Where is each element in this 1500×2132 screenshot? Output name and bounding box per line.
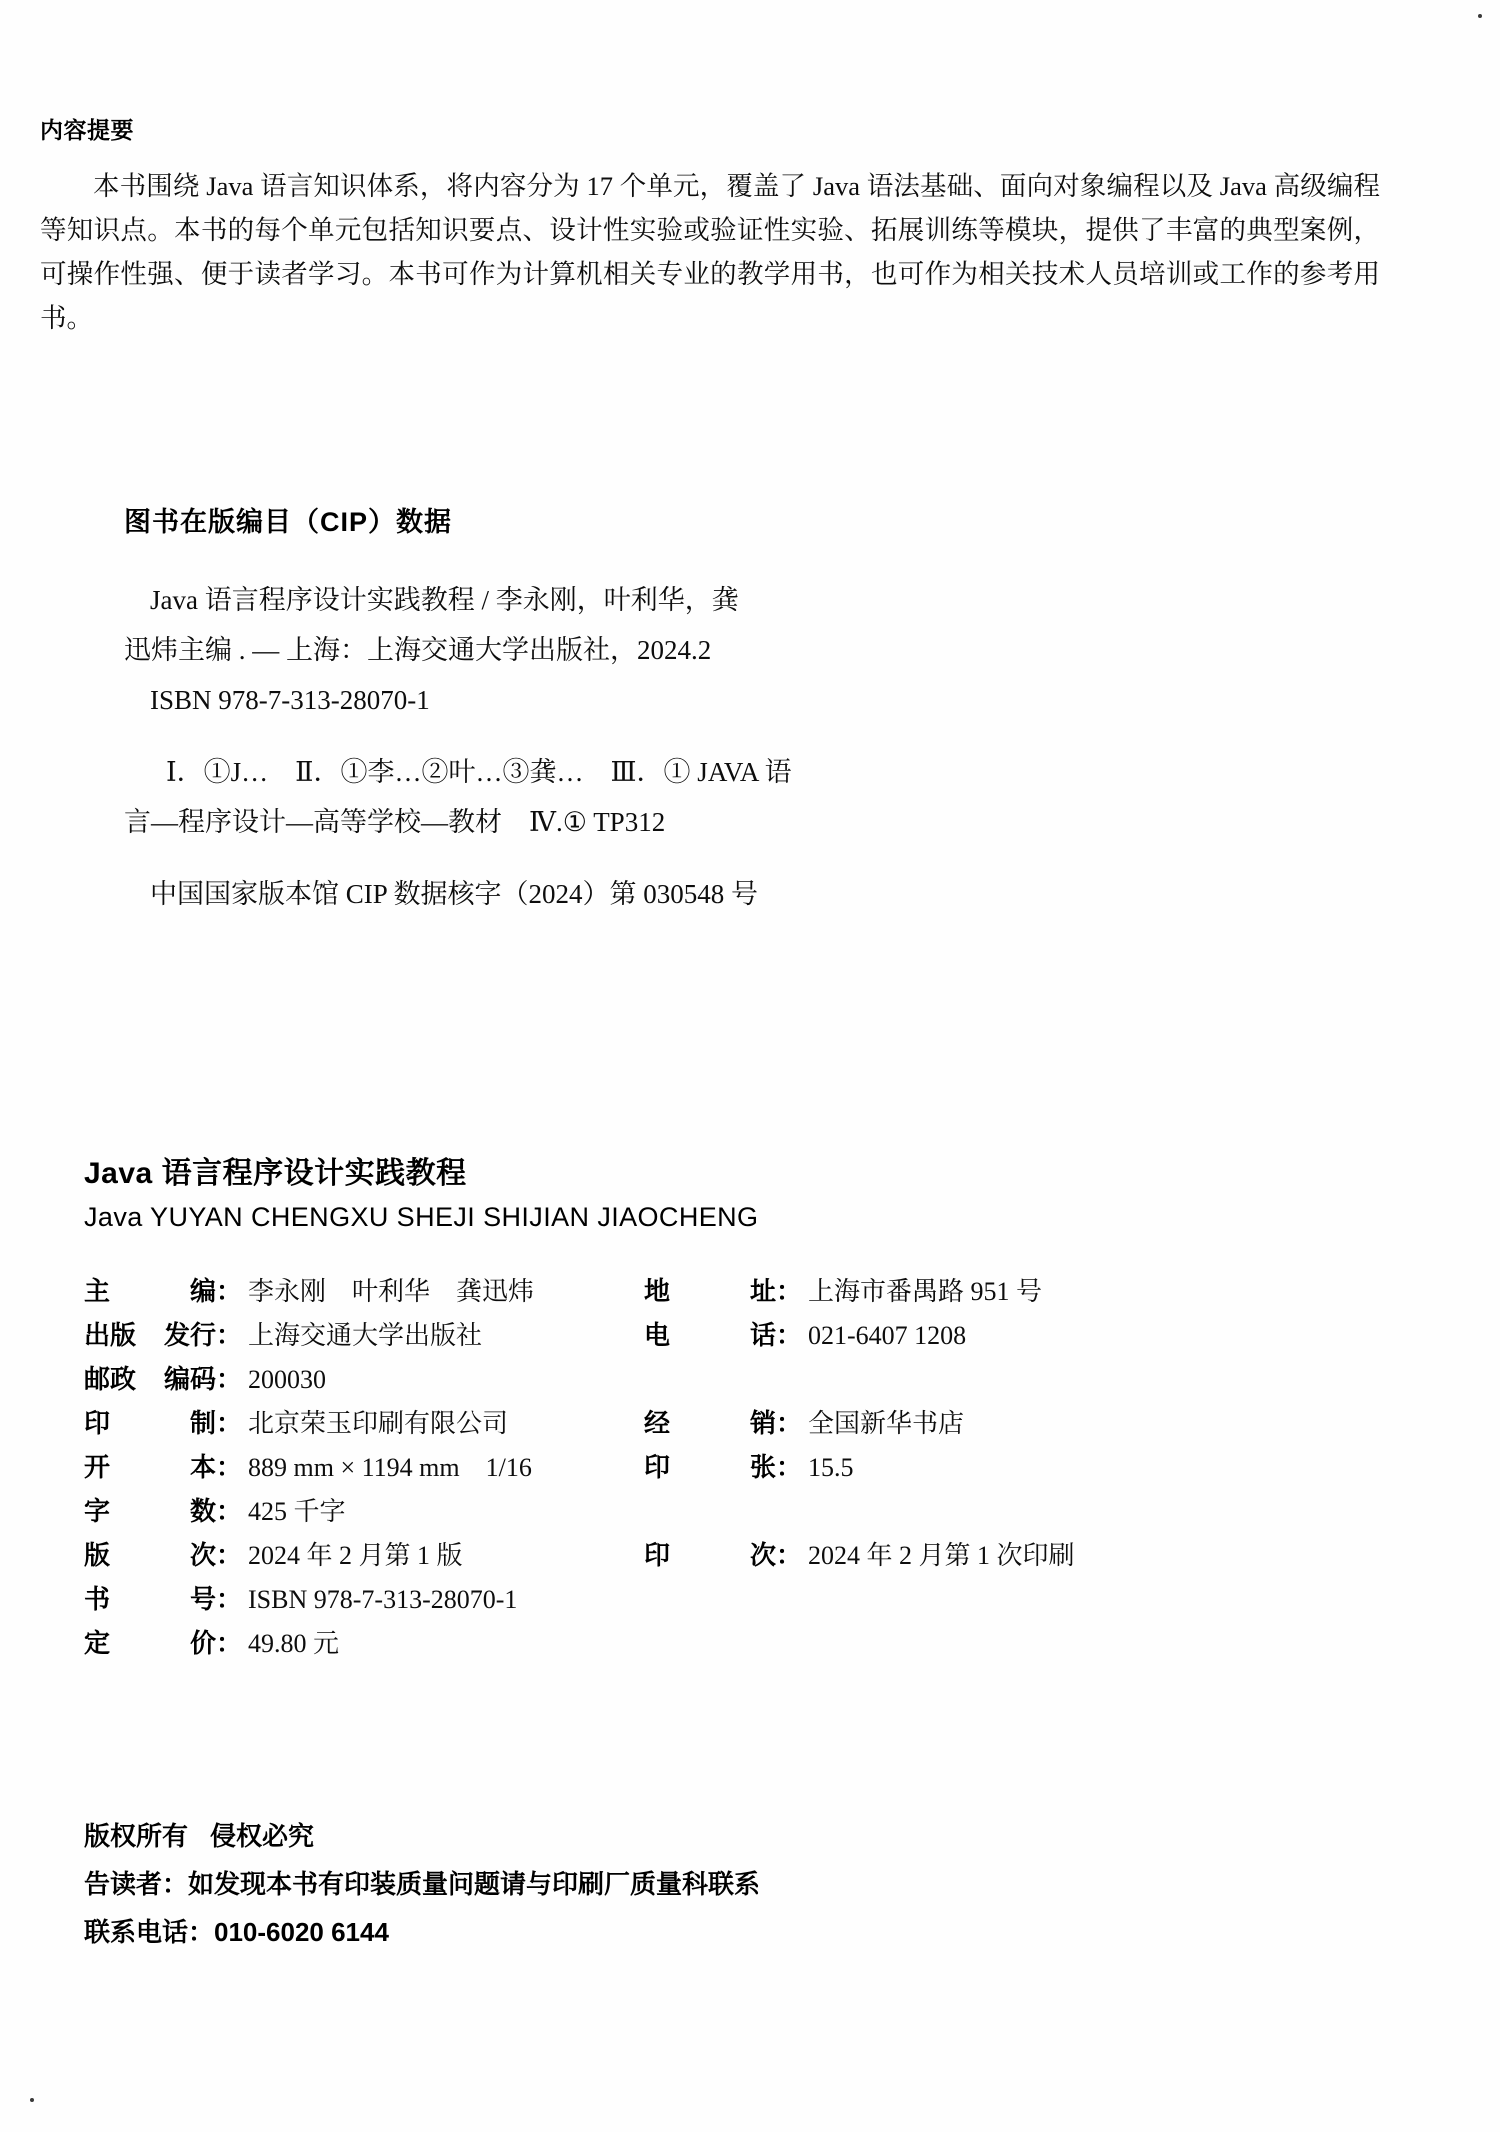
pub-field-value: 200030 [248,1365,327,1394]
table-row [84,1491,1414,1535]
copyright-notice-section [84,1812,1284,1956]
pub-field-left-1 [84,1315,644,1352]
pub-field-value: 2024 年 2 月第 1 版 [248,1541,463,1570]
pub-field-value: 上海市番禺路 951 号 [808,1277,1043,1306]
pub-field-label: 定 价 [84,1628,216,1658]
pub-field-right-1 [644,1315,1414,1352]
pub-field-value: 425 千字 [248,1497,346,1526]
pub-field-colon: ： [216,1320,243,1350]
pub-field-label: 出版 发行 [84,1320,216,1350]
abstract-section [40,112,1380,340]
pub-field-label: 书 号 [84,1584,216,1614]
pub-field-colon: ： [776,1320,803,1350]
pub-field-colon: ： [776,1408,803,1438]
colophon-title: Java 语言程序设计实践教程 [84,1157,467,1190]
pub-field-right-3 [644,1403,1414,1440]
abstract-body: 本书围绕 Java 语言知识体系，将内容分为 17 个单元，覆盖了 Java 语法基础、面向对象编程以及 Java 高级编程等知识点。本书的每个单元包括知识要点、设计性实验或验证性实验、拓展训练等模块，提供了丰富的典型案例，可操作性强、便于读者学习。本书可作为计算机相关专业的教学用书，也可作为相关技术人员培训或工作的参考用书。 [40,171,1380,333]
pub-field-value: 2024 年 2 月第 1 次印刷 [808,1541,1075,1570]
publication-details-table [84,1271,1414,1667]
pub-field-value: 021-6407 1208 [808,1321,967,1350]
pub-field-label: 主 编 [84,1276,216,1306]
pub-field-right-0 [644,1271,1414,1308]
pub-field-colon: ： [776,1540,803,1570]
scan-speck-bottom-left [30,2098,34,2102]
pub-field-right-4 [644,1447,1414,1484]
pub-field-left-4 [84,1447,644,1484]
pub-field-label: 印 张 [644,1452,776,1482]
pub-field-colon: ： [216,1276,243,1306]
pub-field-value: 49.80 元 [248,1629,340,1658]
cip-heading: 图书在版编目（CIP）数据 [124,507,453,537]
cip-title-line-1: Java 语言程序设计实践教程 / 李永刚，叶利华，龚 [150,585,739,615]
abstract-heading: 内容提要 [40,117,134,143]
copyright-reserved-text: 版权所有 [84,1821,189,1851]
pub-field-left-5 [84,1491,644,1528]
pub-field-left-2 [84,1359,644,1396]
pub-field-label: 电 话 [644,1320,776,1350]
pub-field-value: ISBN 978-7-313-28070-1 [248,1585,518,1614]
pub-field-left-7 [84,1579,644,1616]
pub-field-colon: ： [216,1364,243,1394]
table-row [84,1403,1414,1447]
pub-field-value: 李永刚 叶利华 龚迅炜 [248,1277,535,1306]
table-row [84,1271,1414,1315]
copyright-infringement-text: 侵权必究 [210,1821,315,1851]
table-row [84,1535,1414,1579]
pub-field-label: 经 销 [644,1408,776,1438]
cip-number: 中国国家版本馆 CIP 数据核字（2024）第 030548 号 [150,879,759,909]
pub-field-colon: ： [216,1628,243,1658]
table-row [84,1447,1414,1491]
pub-field-value: 上海交通大学出版社 [248,1321,483,1350]
cip-title-line-2: 迅炜主编 . — 上海：上海交通大学出版社，2024.2 [124,635,712,665]
pub-field-label: 开 本 [84,1452,216,1482]
pub-field-colon: ： [216,1408,243,1438]
pub-field-value: 15.5 [808,1453,854,1482]
pub-field-label: 字 数 [84,1496,216,1526]
pub-field-value: 889 mm × 1194 mm 1/16 [248,1453,532,1482]
pub-field-colon: ： [216,1540,243,1570]
pub-field-colon: ： [776,1452,803,1482]
pub-field-label: 邮政 编码 [84,1364,216,1394]
table-row [84,1623,1414,1667]
pub-field-left-0 [84,1271,644,1308]
pub-field-right-6 [644,1535,1414,1572]
table-row [84,1579,1414,1623]
pub-field-label: 地 址 [644,1276,776,1306]
pub-field-label: 版 次 [84,1540,216,1570]
pub-field-value: 全国新华书店 [808,1409,965,1438]
cip-section [124,500,884,919]
cip-isbn: ISBN 978-7-313-28070-1 [150,685,430,715]
pub-field-left-8 [84,1623,644,1660]
copyright-line [84,1812,1284,1860]
table-row [84,1359,1414,1403]
pub-field-left-6 [84,1535,644,1572]
scan-speck-top-right [1478,14,1482,18]
pub-field-left-3 [84,1403,644,1440]
pub-field-value: 北京荣玉印刷有限公司 [248,1409,509,1438]
reader-notice-line: 告读者：如发现本书有印装质量问题请与印刷厂质量科联系 [84,1869,761,1899]
pub-field-colon: ： [216,1496,243,1526]
cip-classification-line-2: 言—程序设计—高等学校—教材 Ⅳ.① TP312 [124,807,666,837]
colophon-section [84,1148,1414,1667]
pub-field-colon: ： [776,1276,803,1306]
pub-field-label: 印 制 [84,1408,216,1438]
pub-field-colon: ： [216,1452,243,1482]
contact-phone-line: 联系电话：010-6020 6144 [84,1917,389,1947]
pub-field-colon: ： [216,1584,243,1614]
pub-field-label: 印 次 [644,1540,776,1570]
table-row [84,1315,1414,1359]
colophon-title-pinyin: Java YUYAN CHENGXU SHEJI SHIJIAN JIAOCHENG [84,1202,759,1232]
cip-classification-line-1: Ⅰ．①J… Ⅱ．①李…②叶…③龚… Ⅲ．① JAVA 语 [166,757,792,787]
